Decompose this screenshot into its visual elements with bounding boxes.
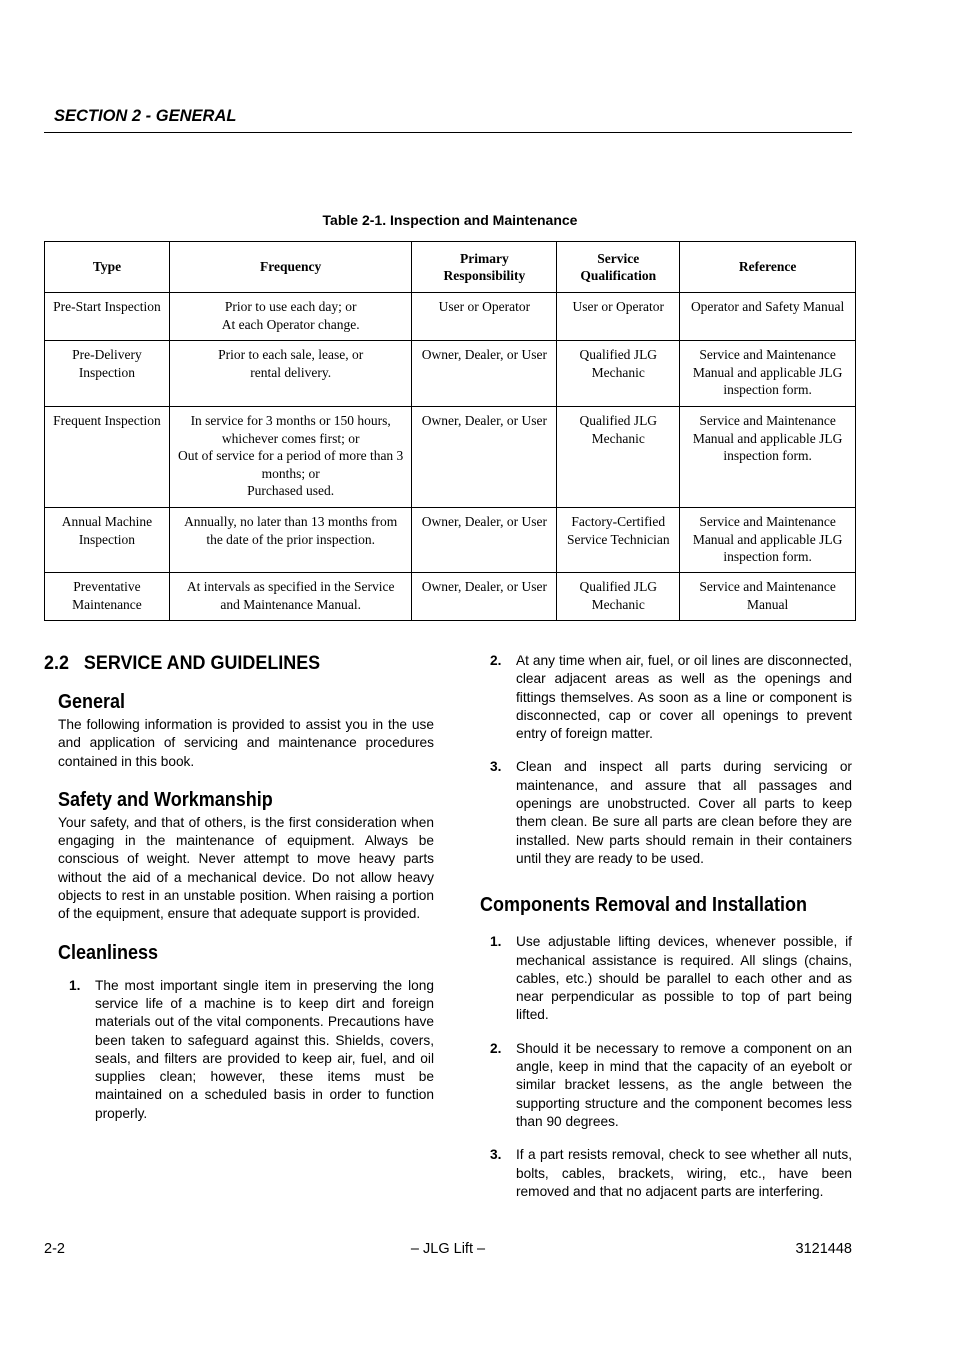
list-item	[44, 977, 434, 1123]
cleanliness-heading: Cleanliness	[58, 941, 159, 964]
cell-type: Pre-Start Inspection	[45, 293, 170, 341]
cell-reference: Service and Maintenance Manual and applicable JLG inspection form.	[680, 407, 856, 508]
cell-frequency	[169, 293, 412, 341]
list-number: 3.	[490, 1147, 502, 1163]
column-header-frequency: Frequency	[169, 242, 412, 293]
cell-qualification: Qualified JLG Mechanic	[557, 573, 680, 621]
cell-type: Pre-Delivery Inspection	[45, 341, 170, 407]
cell-qualification: Qualified JLG Mechanic	[557, 407, 680, 508]
cell-reference: Operator and Safety Manual	[680, 293, 856, 341]
list-text: Should it be necessary to remove a component on an angle, keep in mind that the capacity of an eyebolt or similar bracket lessens, as the angle between the supporting structure and the component becomes less than 90 degrees.	[516, 1040, 852, 1129]
frequency-line: Out of service for a period of more than 3 months; or	[178, 448, 404, 481]
general-heading: General	[58, 691, 126, 713]
frequency-line: At each Operator change.	[221, 316, 360, 332]
cell-frequency	[169, 407, 412, 508]
list-text: If a part resists removal, check to see whether all nuts, bolts, cables, brackets, wiring, etc., have been removed and that no adjacent parts are interfering.	[516, 1147, 852, 1199]
cell-responsibility: User or Operator	[412, 293, 557, 341]
safety-heading: Safety and Workmanship	[58, 788, 273, 811]
frequency-line: In service for 3 months or 150 hours, whichever comes first; or	[190, 413, 391, 446]
table-row	[45, 508, 856, 573]
cell-frequency	[169, 508, 412, 573]
page-header	[44, 104, 852, 133]
frequency-line: Purchased used.	[247, 483, 335, 498]
list-text: Clean and inspect all parts during servicing or maintenance, and assure that all passages and openings are unobstructed. Cover all parts to keep them clean. Be sure all parts are clean before they are installed. New parts should remain in their containers until they are ready to be used.	[516, 759, 852, 866]
list-number: 2.	[490, 653, 502, 668]
cell-type: Frequent Inspection	[45, 407, 170, 508]
cell-qualification: Factory-Certified Service Technician	[557, 508, 680, 573]
table-row	[45, 341, 856, 407]
list-item	[480, 1146, 852, 1201]
column-header-service-qualification: Service Qualification	[557, 242, 680, 293]
left-column	[44, 652, 434, 1138]
frequency-line: Prior to each sale, lease, or	[218, 347, 364, 362]
cell-frequency	[169, 341, 412, 407]
right-column	[480, 652, 852, 1216]
cell-responsibility: Owner, Dealer, or User	[412, 508, 557, 573]
list-number: 3.	[490, 759, 502, 775]
cell-reference: Service and Maintenance Manual	[680, 573, 856, 621]
list-text: Use adjustable lifting devices, whenever possible, if mechanical assistance is required. All slings (chains, cables, etc.) should be parallel to each other and as near perpendicular as possible to top of part being lifted.	[516, 934, 852, 1023]
list-item	[480, 758, 852, 868]
list-text: The most important single item in preserving the long service life of a machine is to keep dirt and foreign materials out of the vital components. Precautions have been taken to safeguard against this. Shields, covers, seals, and filters are provided to keep air, fuel, and oil supplies clean; however, these items must be maintained on a scheduled basis in order to function properly.	[95, 977, 434, 1121]
footer-brand: – JLG Lift –	[410, 1241, 486, 1257]
cell-responsibility: Owner, Dealer, or User	[412, 407, 557, 508]
inspection-maintenance-table	[44, 241, 856, 621]
column-header-reference: Reference	[680, 242, 856, 293]
table-row	[45, 407, 856, 508]
safety-text: Your safety, and that of others, is the first consideration when engaging in the maintenance of equipment. Always be conscious of weight. Never attempt to move heavy parts without the aid of a mechanical device. Do not allow heavy objects to rest in an unstable position. When raising a portion of the equipment, ensure that adequate support is provided.	[58, 814, 434, 922]
table-row	[45, 293, 856, 341]
section-title: 2.2 SERVICE AND GUIDELINES	[44, 652, 321, 674]
cell-qualification: Qualified JLG Mechanic	[557, 341, 680, 407]
footer-doc-number: 3121448	[795, 1241, 852, 1257]
section-header-title: SECTION 2 - GENERAL	[54, 107, 237, 125]
frequency-line: rental delivery.	[250, 364, 332, 380]
list-item	[480, 1040, 852, 1131]
cell-qualification: User or Operator	[557, 293, 680, 341]
cell-frequency	[169, 573, 412, 621]
cell-responsibility: Owner, Dealer, or User	[412, 341, 557, 407]
general-text: The following information is provided to assist you in the use and application of servicing and maintenance procedures contained in this book.	[58, 717, 434, 769]
cell-type: Preventative Maintenance	[45, 573, 170, 621]
frequency-line: At intervals as specified in the Service and Maintenance Manual.	[186, 579, 395, 612]
footer-page-number: 2-2	[44, 1241, 65, 1257]
cell-responsibility: Owner, Dealer, or User	[412, 573, 557, 621]
frequency-line: Annually, no later than 13 months from the date of the prior inspection.	[184, 514, 398, 547]
list-number: 1.	[490, 934, 502, 950]
table-header-row	[45, 242, 856, 293]
table-row	[45, 573, 856, 621]
table-caption: Table 2-1. Inspection and Maintenance	[322, 212, 578, 228]
list-number: 2.	[490, 1040, 502, 1056]
components-heading: Components Removal and Installation	[480, 894, 808, 917]
cell-type: Annual Machine Inspection	[45, 508, 170, 573]
column-header-type: Type	[45, 242, 170, 293]
cell-reference: Service and Maintenance Manual and applicable JLG inspection form.	[680, 341, 856, 407]
list-item	[480, 652, 852, 743]
list-text: At any time when air, fuel, or oil lines are disconnected, clear adjacent areas as well as the openings and fittings themselves. As soon as a line or component is disconnected, cap or cover all openings to prevent entry of foreign matter.	[516, 653, 852, 742]
cell-reference: Service and Maintenance Manual and applicable JLG inspection form.	[680, 508, 856, 573]
list-item	[480, 933, 852, 1024]
list-number: 1.	[69, 977, 81, 993]
frequency-line: Prior to use each day; or	[224, 299, 357, 314]
column-header-primary-responsibility: Primary Responsibility	[412, 242, 557, 293]
